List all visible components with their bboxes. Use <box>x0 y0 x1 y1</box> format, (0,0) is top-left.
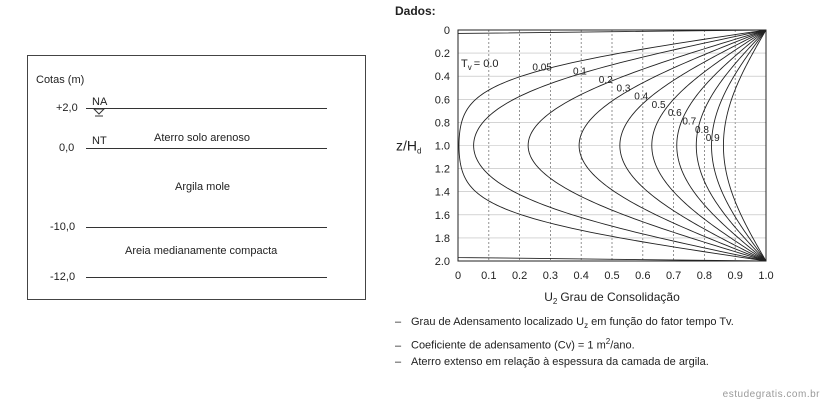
water-level-icon <box>92 109 106 118</box>
curve-label: 0.5 <box>651 99 666 111</box>
y-tick-label: 2.0 <box>434 256 450 268</box>
curve-label: 0.05 <box>532 62 552 74</box>
y-tick-label: 1.6 <box>434 209 450 222</box>
tv-label: $T_v = 0.0$ <box>461 57 499 72</box>
level-line-sand-bottom <box>86 277 327 278</box>
note-item: – Grau de Adensamento localizado $U_z$ em função do fator tempo Tv. <box>395 316 734 331</box>
x-tick-label: 0.2 <box>511 270 528 282</box>
x-tick-label: 1.0 <box>758 270 774 282</box>
isochrone-chart <box>380 18 800 308</box>
notes-list <box>395 314 734 370</box>
curve-label: 0.9 <box>705 133 720 145</box>
elevation-label: -12,0 <box>50 271 76 283</box>
y-tick-label: 0.4 <box>434 71 450 84</box>
layer-label-sand: Areia medianamente compacta <box>125 245 278 257</box>
curve-label: 0.1 <box>572 66 587 78</box>
y-tick-label: 0.6 <box>434 94 450 107</box>
y-tick-label: 1.8 <box>434 232 450 245</box>
level-line-clay-bottom <box>86 227 327 228</box>
x-tick-label: 0.8 <box>696 270 713 282</box>
y-tick-label: 0 <box>443 25 450 37</box>
y-tick-label: 1.0 <box>434 140 450 153</box>
ground-level-label: NT <box>92 135 107 147</box>
x-tick-label: 0.3 <box>542 270 559 282</box>
x-tick-label: 0.9 <box>727 270 743 282</box>
elevation-label: +2,0 <box>56 102 78 114</box>
x-tick-label: 0.4 <box>573 270 589 282</box>
soil-profile-box <box>27 55 366 300</box>
x-tick-label: 0.7 <box>665 270 682 282</box>
curve-label: 0.8 <box>695 124 709 136</box>
y-tick-label: 0.2 <box>434 48 450 61</box>
dados-title: Dados: <box>395 4 436 18</box>
curve-label: 0.3 <box>616 83 631 95</box>
curve-label: 0.6 <box>667 108 682 120</box>
watermark: estudegratis.com.br <box>722 389 820 400</box>
y-tick-label: 0.8 <box>434 117 450 130</box>
x-tick-label: 0.5 <box>604 270 620 282</box>
x-tick-label: 0.6 <box>635 270 651 282</box>
layer-label-clay: Argila mole <box>175 181 231 193</box>
note-item: – Aterro extenso em relação à espessura da camada de argila. <box>395 355 709 368</box>
y-tick-label: 1.4 <box>434 186 450 199</box>
x-axis-label: $U_2$ Grau de Consolidação <box>544 290 680 306</box>
y-tick-label: 1.2 <box>434 163 450 176</box>
water-level-label: NA <box>92 96 108 108</box>
layer-label-fill: Aterro solo arenoso <box>154 132 250 144</box>
curve-label: 0.7 <box>682 116 697 128</box>
curve-label: 0.2 <box>598 74 613 86</box>
x-tick-label: 0.1 <box>481 270 497 282</box>
elevation-label: -10,0 <box>50 221 76 233</box>
cotas-label: Cotas (m) <box>36 74 85 86</box>
level-line-na <box>86 108 327 109</box>
elevation-label: 0,0 <box>59 142 75 154</box>
level-line-nt <box>86 148 327 149</box>
y-axis-label: $z/H_d$ <box>396 137 422 156</box>
note-item: – Coeficiente de adensamento (Cv) = 1 $m^2$/ano. <box>395 337 635 352</box>
x-tick-label: 0 <box>454 270 462 282</box>
curve-label: 0.4 <box>634 91 649 103</box>
